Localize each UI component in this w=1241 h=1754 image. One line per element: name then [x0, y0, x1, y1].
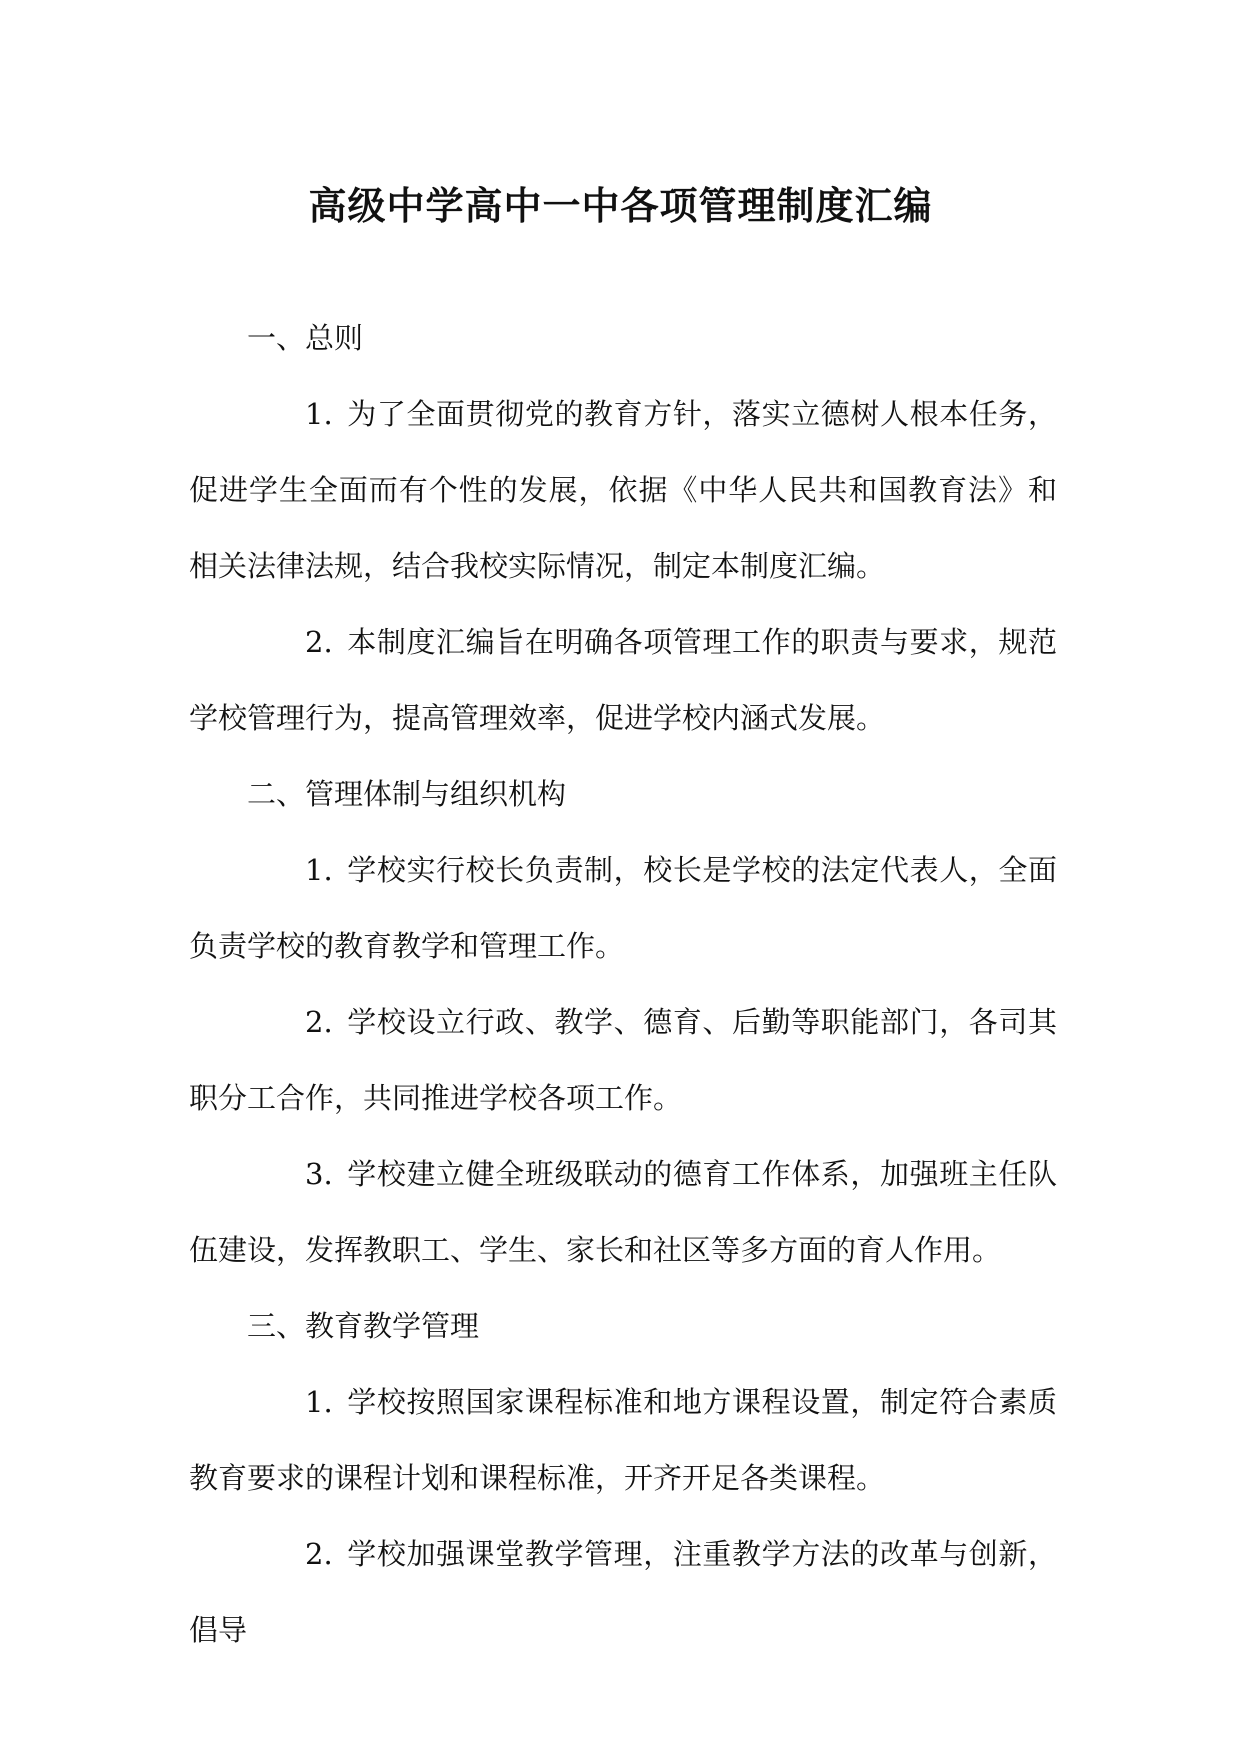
item-text: 学校实行校长负责制，校长是学校的法定代表人，全面负责学校的教育教学和管理工作。 [189, 853, 1057, 963]
item-number: 1. [305, 1385, 333, 1419]
paragraph [189, 1364, 1057, 1516]
document-body [189, 300, 1057, 1668]
item-number: 1. [305, 397, 333, 431]
item-text: 学校按照国家课程标准和地方课程设置，制定符合素质教育要求的课程计划和课程标准，开齐开足各类课程。 [189, 1385, 1057, 1495]
item-number: 3. [305, 1157, 333, 1191]
item-number: 2. [305, 625, 333, 659]
paragraph [189, 376, 1057, 604]
item-number: 2. [305, 1537, 333, 1571]
paragraph [189, 984, 1057, 1136]
paragraph [189, 832, 1057, 984]
item-number: 1. [305, 853, 333, 887]
paragraph [189, 1136, 1057, 1288]
section-heading: 三、教育教学管理 [247, 1309, 480, 1343]
paragraph [189, 604, 1057, 756]
document-title: 高级中学高中一中各项管理制度汇编 [308, 183, 933, 228]
item-text: 学校设立行政、教学、德育、后勤等职能部门，各司其职分工合作，共同推进学校各项工作。 [189, 1005, 1057, 1115]
item-text: 为了全面贯彻党的教育方针，落实立德树人根本任务，促进学生全面而有个性的发展，依据《中华人民共和国教育法》和相关法律法规，结合我校实际情况，制定本制度汇编。 [189, 397, 1057, 583]
section-heading: 二、管理体制与组织机构 [247, 777, 567, 811]
item-text: 本制度汇编旨在明确各项管理工作的职责与要求，规范学校管理行为，提高管理效率，促进学校内涵式发展。 [189, 625, 1057, 735]
item-text: 学校建立健全班级联动的德育工作体系，加强班主任队伍建设，发挥教职工、学生、家长和社区等多方面的育人作用。 [189, 1157, 1057, 1267]
paragraph [189, 1516, 1057, 1668]
item-text: 学校加强课堂教学管理，注重教学方法的改革与创新，倡导 [189, 1537, 1057, 1647]
item-number: 2. [305, 1005, 333, 1039]
section-heading: 一、总则 [247, 321, 364, 355]
